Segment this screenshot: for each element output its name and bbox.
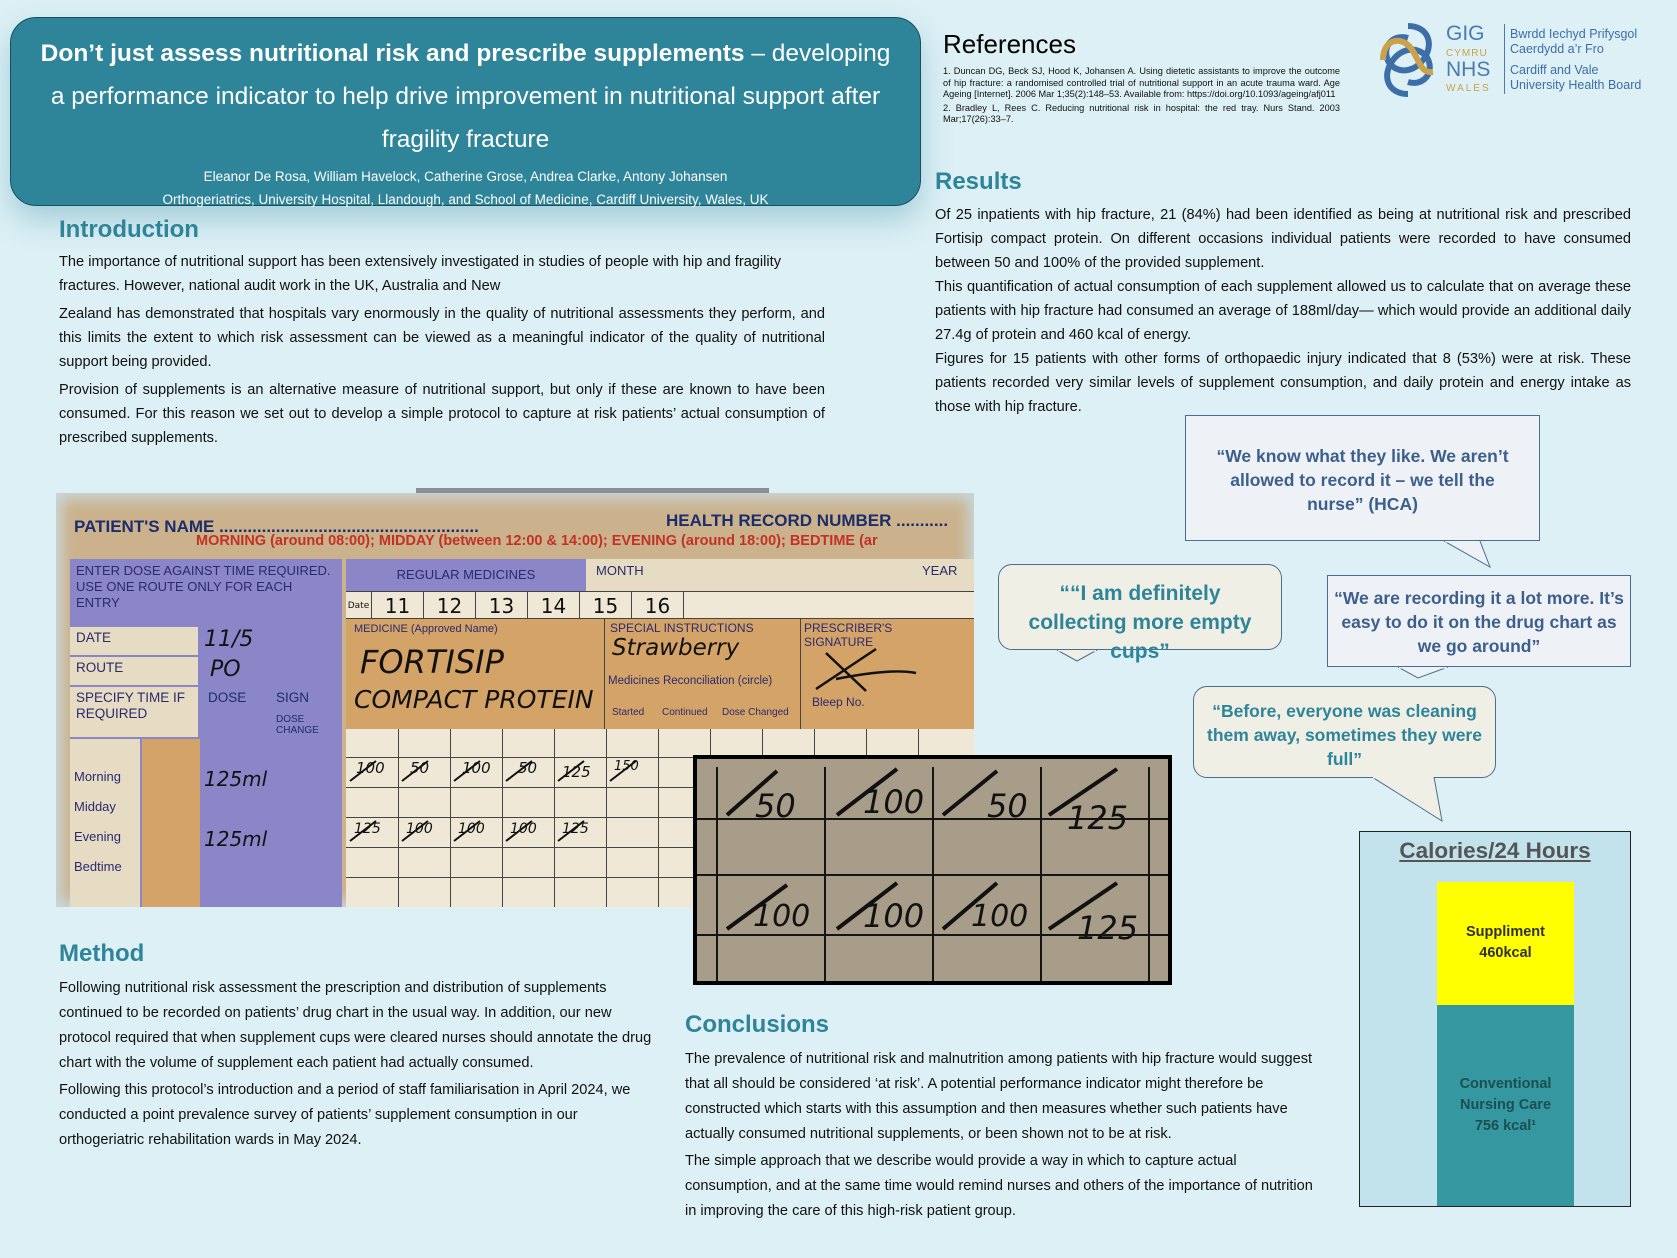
method-paragraph: Following nutritional risk assessment the prescription and distribution of supplements continued to be recorded on patients’ drug chart in the usual way. In addition, our new protocol required that when supplement cups were cleared nurses should annotate the drug chart with the volume of supplement each patient had actually consumed. xyxy=(59,980,652,1071)
authors: Eleanor De Rosa, William Havelock, Catherine Grose, Andrea Clarke, Antony Johansen xyxy=(203,169,728,184)
affiliation: Orthogeriatrics, University Hospital, Llandough, and School of Medicine, Cardiff University, Wales, UK xyxy=(162,192,769,207)
slash-marks-icon xyxy=(346,757,666,857)
time-row-label: Evening xyxy=(74,829,121,844)
conclusions-paragraph: The prevalence of nutritional risk and malnutrition among patients with hip fracture would suggest that all should be considered ‘at risk’. A potential performance indicator might therefore be constructed which starts with this assumption and then measures whether such patients have actually consumed nutritional supplements, or been shown not to be at risk. xyxy=(685,1051,1313,1142)
evening-entry: 100 xyxy=(458,821,485,837)
zoom-evening-entry: 100 xyxy=(863,897,925,935)
health-board-logo xyxy=(1373,18,1663,100)
date-value: 11/5 xyxy=(204,627,254,652)
med-reconciliation-label: Medicines Reconciliation (circle) xyxy=(608,675,773,687)
time-row-label: Morning xyxy=(74,769,121,784)
conclusions-heading: Conclusions xyxy=(685,1011,830,1038)
quote-text: “Before, everyone was cleaning them away, sometimes they were full” xyxy=(1207,701,1482,769)
year-label: YEAR xyxy=(916,559,974,591)
dose-change-label: DOSE CHANGE xyxy=(276,714,319,736)
prescriber-signature-label: PRESCRIBER'S SIGNATURE xyxy=(804,621,893,649)
zoom-evening-entry: 100 xyxy=(753,899,811,934)
method-paragraph: Following this protocol’s introduction and a period of staff familiarisation in April 2024, we conducted a point prevalence survey of patients’ supplement consumption in our orthogeriatric rehabilitation wards in May 2024. xyxy=(59,1082,631,1148)
logo-nhs: NHS xyxy=(1446,58,1491,81)
day-cell: 14 xyxy=(528,592,580,620)
quote-text: “We know what they like. We aren’t allowed to record it – we tell the nurse” (HCA) xyxy=(1216,446,1509,514)
zoom-morning-entry: 50 xyxy=(755,787,796,825)
morning-entry: 100 xyxy=(356,759,385,777)
dose-changed-label: Dose Changed xyxy=(722,707,789,718)
results-paragraph: Of 25 inpatients with hip fracture, 21 (84%) had been identified as being at nutritional risk and prescribed Fortisip compact protein. On different occasions individual patients were recorded to have consumed between 50 and 100% of the provided supplement. xyxy=(935,207,1631,271)
title-rest: – developing a performance indicator to help drive improvement in nutritional support after fragility fracture xyxy=(50,40,891,153)
continued-label: Continued xyxy=(662,707,708,718)
day-cell: 12 xyxy=(424,592,476,620)
conclusions-paragraph: The simple approach that we describe would provide a way in which to capture actual consumption, and at the same time would remind nurses and others of the importance of nutrition in improving the care of this high-risk patient group. xyxy=(685,1153,1313,1219)
references-heading: References xyxy=(943,29,1076,59)
day-prefix: Date xyxy=(346,592,372,620)
started-label: Started xyxy=(612,707,645,718)
medicine-label: MEDICINE (Approved Name) xyxy=(354,623,498,635)
zoom-evening-entry: 100 xyxy=(971,899,1029,934)
morning-dose: 125ml xyxy=(204,767,268,791)
conclusions-section xyxy=(685,1011,1319,1224)
evening-dose: 125ml xyxy=(204,827,268,851)
bar-value: 756 kcal¹ xyxy=(1474,1117,1537,1134)
enter-dose-instructions: ENTER DOSE AGAINST TIME REQUIRED. USE ONE ROUTE ONLY FOR EACH ENTRY xyxy=(70,559,342,627)
intro-paragraph: The importance of nutritional support has been extensively investigated in studies of people with hip and fragility fractures. However, national audit work in the UK, Australia and New xyxy=(59,254,782,294)
zoom-morning-entry: 50 xyxy=(987,787,1028,825)
evening-entry: 100 xyxy=(510,821,537,837)
bubble-tail-icon xyxy=(1372,777,1452,827)
instruction-value: Strawberry xyxy=(612,635,740,661)
day-cell: 13 xyxy=(476,592,528,620)
day-row xyxy=(346,591,974,619)
method-section xyxy=(59,940,659,1153)
dose-times: MORNING (around 08:00); MIDDAY (between 12:00 & 14:00); EVENING (around 18:00); BEDTIME (ar xyxy=(196,533,878,549)
evening-entry: 125 xyxy=(562,821,589,837)
celtic-knot-icon xyxy=(1373,20,1443,100)
medicine-box xyxy=(346,619,974,729)
logo-divider xyxy=(1504,24,1505,94)
patient-name-label: PATIENT'S NAME ....................................................... xyxy=(74,517,479,536)
title-bold: Don’t just assess nutritional risk and prescribe supplements xyxy=(40,40,745,67)
day-cell: 11 xyxy=(372,592,424,620)
logo-line4: University Health Board xyxy=(1510,78,1642,92)
morning-entry: 50 xyxy=(410,759,430,777)
logo-cymru: CYMRU xyxy=(1446,48,1488,59)
reference-item: 1. Duncan DG, Beck SJ, Hood K, Johansen A. Using dietetic assistants to improve the outcome of hip fracture: a randomised controlled trial of nutritional support in an acute trauma ward. Age Ageing [Internet]. 2006 Mar 1;35(2):148–53. Available from: https://doi.org/10.1093/ageing/afj011 xyxy=(943,66,1340,99)
sign-label: SIGN xyxy=(276,690,310,705)
zoom-morning-entry: 125 xyxy=(1067,799,1129,837)
medicine-line1: FORTISIP xyxy=(360,643,504,681)
specify-time-label: SPECIFY TIME IF REQUIRED xyxy=(70,687,198,737)
calories-chart xyxy=(1359,831,1631,1207)
morning-entry: 125 xyxy=(562,763,591,781)
quote-bubble xyxy=(1327,575,1631,667)
results-section xyxy=(935,168,1631,419)
date-label: DATE xyxy=(70,627,198,655)
medicine-line2: COMPACT PROTEIN xyxy=(354,685,594,714)
evening-entry: 125 xyxy=(354,821,381,837)
logo-line1: Bwrdd Iechyd Prifysgol xyxy=(1510,27,1638,41)
day-cell: 16 xyxy=(632,592,684,620)
logo-gig: GIG xyxy=(1446,22,1485,45)
chart-left-panel xyxy=(70,627,342,907)
references-section xyxy=(943,29,1340,126)
poster-title xyxy=(33,32,898,161)
bar-label: Suppliment xyxy=(1466,924,1545,941)
morning-entry: 150 xyxy=(614,759,639,774)
method-heading: Method xyxy=(59,940,145,967)
day-cell: 15 xyxy=(580,592,632,620)
logo-line2: Caerdydd a’r Fro xyxy=(1510,42,1604,56)
quote-text: “We are recording it a lot more. It’s easy to do it on the drug chart as we go around” xyxy=(1334,588,1624,656)
logo-line3: Cardiff and Vale xyxy=(1510,63,1599,77)
bar-value: 460kcal xyxy=(1479,945,1532,962)
chart-bar-supplement xyxy=(1437,882,1574,1005)
zoom-evening-entry: 125 xyxy=(1077,909,1139,947)
quote-text: ““I am definitely collecting more empty cups” xyxy=(1028,582,1252,663)
chart-bar-conventional-care xyxy=(1437,1005,1574,1206)
time-rows xyxy=(70,739,140,907)
intro-paragraph: Provision of supplements is an alternative measure of nutritional support, but only if these are known to have been consumed. For this reason we set out to develop a simple protocol to capture at risk patients’ actual consumption of prescribed supplements. xyxy=(59,382,825,446)
reference-item: 2. Bradley L, Rees C. Reducing nutritional risk in hospital: the red tray. Nurs Stand. 2003 Mar;17(26):33–7. xyxy=(943,102,1340,124)
introduction-section xyxy=(59,216,825,450)
health-record-label: HEALTH RECORD NUMBER ........... xyxy=(666,511,949,530)
zoom-morning-entry: 100 xyxy=(863,783,925,821)
bleep-label: Bleep No. xyxy=(812,695,865,709)
intro-paragraph: Zealand has demonstrated that hospitals vary enormously in the quality of nutritional assessments they perform, and this limits the extent to which risk assessment can be viewed as a meaningful indicator of the quality of nutritional support being provided. xyxy=(59,306,825,370)
zoomed-chart-inset xyxy=(693,755,1172,985)
dose-column-strip xyxy=(142,739,200,907)
quote-bubble xyxy=(998,564,1282,663)
signature-scribble-icon xyxy=(806,639,926,699)
results-paragraph: Figures for 15 patients with other forms of orthopaedic injury indicated that 8 (53%) were at risk. These patients recorded very similar levels of supplement consumption, and daily protein and energy intake as those with hip fracture. xyxy=(935,351,1631,415)
quote-bubble xyxy=(1193,686,1496,778)
introduction-heading: Introduction xyxy=(59,216,199,243)
month-label: MONTH xyxy=(586,559,916,591)
evening-entry: 100 xyxy=(406,821,433,837)
poster-header xyxy=(10,17,921,206)
chart-title: Calories/24 Hours xyxy=(1399,838,1591,863)
results-heading: Results xyxy=(935,168,1022,195)
bar-label: Conventional Nursing Care xyxy=(1459,1075,1552,1113)
bubble-tail-icon xyxy=(1057,650,1107,670)
special-instructions-label: SPECIAL INSTRUCTIONS xyxy=(610,621,754,635)
dose-label: DOSE xyxy=(208,690,247,705)
bubble-tail-icon xyxy=(1444,541,1504,571)
time-row-label: Midday xyxy=(74,799,116,814)
route-value: PO xyxy=(210,657,241,682)
quote-bubble xyxy=(1185,415,1540,541)
morning-entry: 100 xyxy=(462,759,491,777)
route-label: ROUTE xyxy=(70,657,198,685)
morning-entry: 50 xyxy=(518,759,538,777)
regular-medicines-label: REGULAR MEDICINES xyxy=(346,559,586,591)
time-row-label: Bedtime xyxy=(74,859,122,874)
bubble-tail-icon xyxy=(1398,667,1458,687)
results-paragraph: This quantification of actual consumption of each supplement allowed us to calculate that on average these patients with hip fracture had consumed an average of 188ml/day— which would provide an additional daily 27.4g of protein and 460 kcal of energy. xyxy=(935,279,1631,343)
logo-wales: WALES xyxy=(1446,83,1491,94)
